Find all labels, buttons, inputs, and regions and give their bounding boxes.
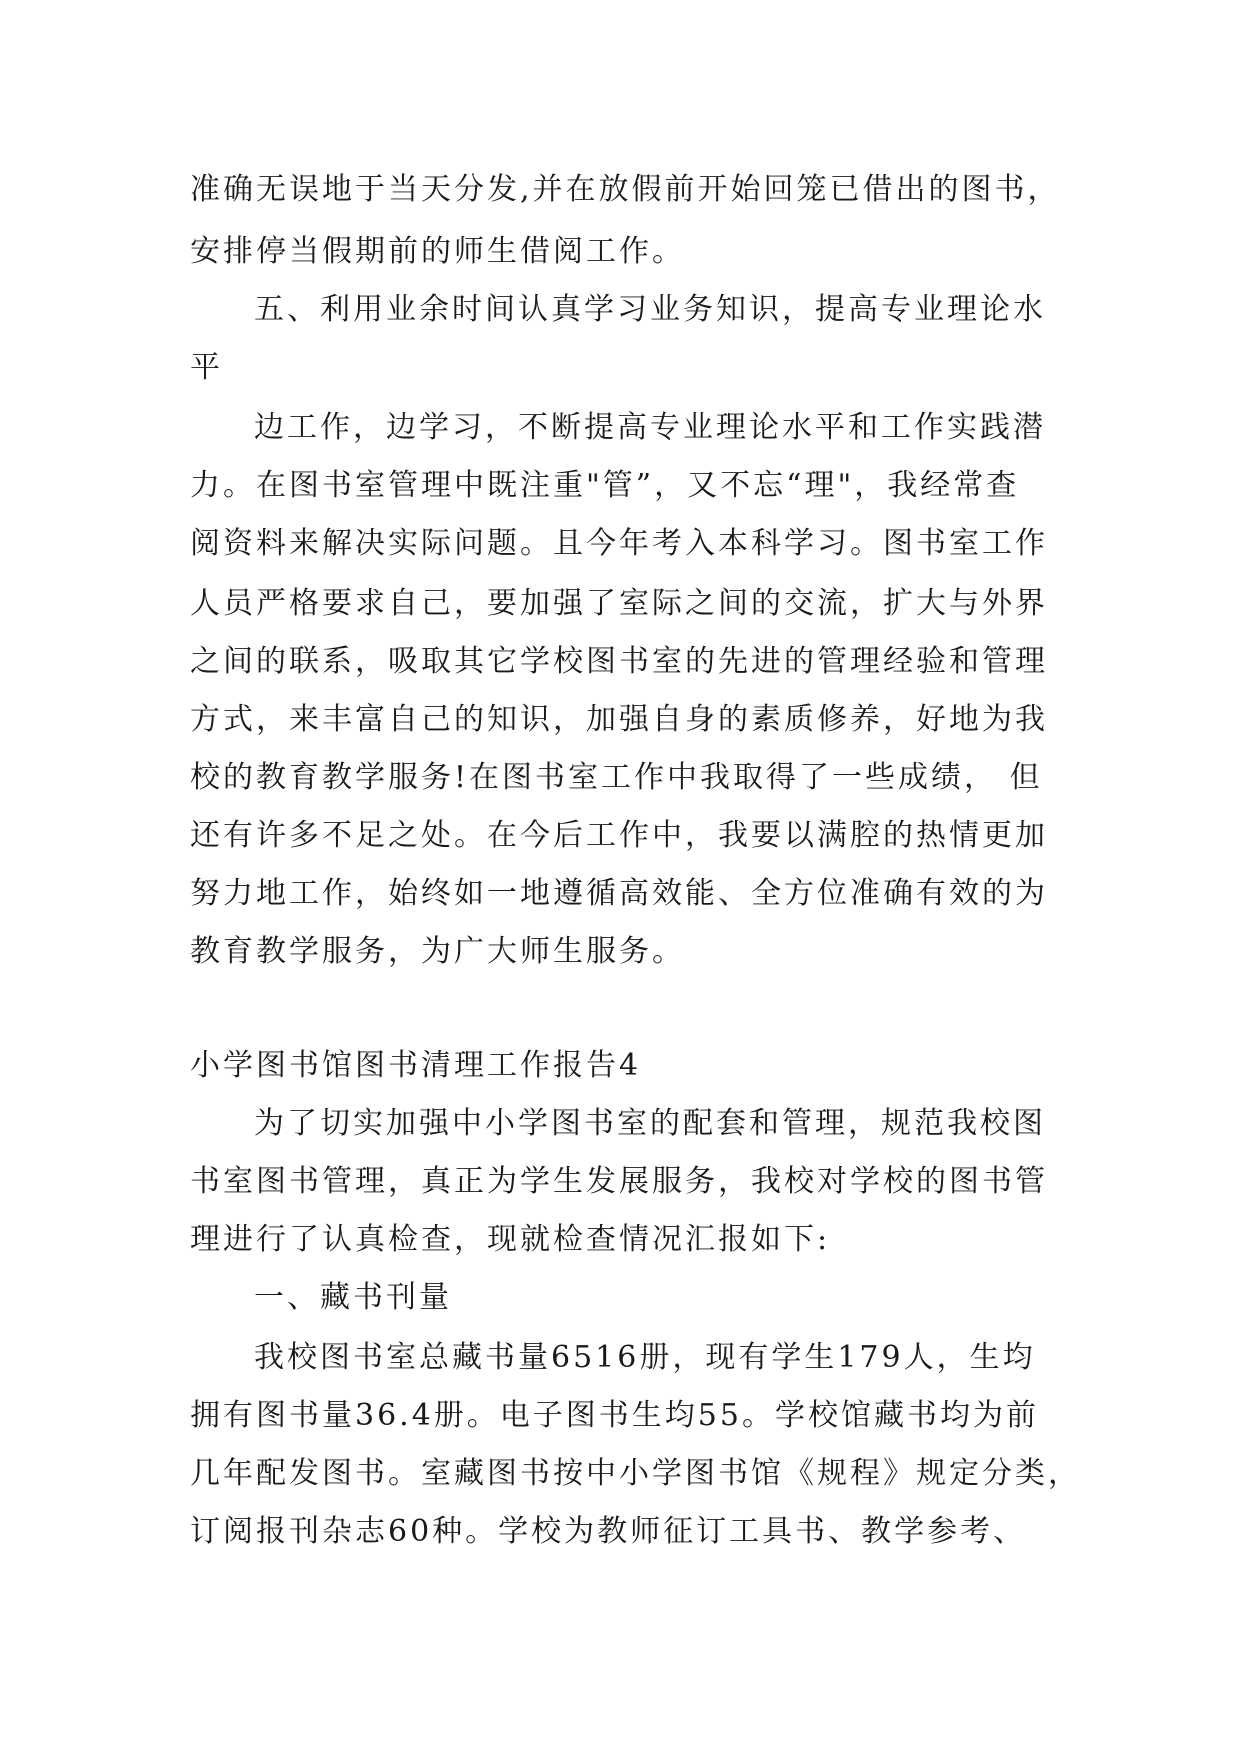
section-heading-1: 一、藏书刊量 <box>254 1280 452 1315</box>
text-line: 人员严格要求自己，要加强了室际之间的交流，扩大与外界 <box>190 586 1048 621</box>
section-heading-5: 五、利用业余时间认真学习业务知识，提高专业理论水 <box>254 292 1046 327</box>
text-line: 准确无误地于当天分发,并在放假前开始回笼已借出的图书， <box>190 172 1061 207</box>
text-line: 教育教学服务，为广大师生服务。 <box>190 934 685 969</box>
text-line: 安排停当假期前的师生借阅工作。 <box>190 234 685 269</box>
text-line: 为了切实加强中小学图书室的配套和管理，规范我校图 <box>254 1106 1046 1141</box>
text-line: 几年配发图书。室藏图书按中小学图书馆《规程》规定分类， <box>190 1456 1081 1491</box>
text-line: 拥有图书量36.4册。电子图书生均55。学校馆藏书均为前 <box>190 1398 1039 1433</box>
text-line: 阅资料来解决实际问题。且今年考入本科学习。图书室工作 <box>190 526 1048 561</box>
text-line: 努力地工作，始终如一地遵循高效能、全方位准确有效的为 <box>190 876 1048 911</box>
text-line: 订阅报刊杂志60种。学校为教师征订工具书、教学参考、 <box>190 1514 1027 1549</box>
text-line: 方式，来丰富自己的知识，加强自身的素质修养，好地为我 <box>190 702 1048 737</box>
text-line: 理进行了认真检查，现就检查情况汇报如下: <box>190 1222 831 1257</box>
text-line: 校的教育教学服务!在图书室工作中我取得了一些成绩， 但 <box>190 760 1043 795</box>
text-line: 我校图书室总藏书量6516册，现有学生179人，生均 <box>254 1340 1036 1375</box>
text-line: 书室图书管理，真正为学生发展服务，我校对学校的图书管 <box>190 1164 1048 1199</box>
text-line: 边工作，边学习，不断提高专业理论水平和工作实践潜 <box>254 410 1046 445</box>
report-title: 小学图书馆图书清理工作报告4 <box>190 1048 642 1083</box>
section-heading-5-continued: 平 <box>190 350 223 385</box>
text-line: 力。在图书室管理中既注重"管”，又不忘“理"，我经常查 <box>190 468 1020 503</box>
text-line: 之间的联系，吸取其它学校图书室的先进的管理经验和管理 <box>190 644 1048 679</box>
text-line: 还有许多不足之处。在今后工作中，我要以满腔的热情更加 <box>190 818 1048 853</box>
